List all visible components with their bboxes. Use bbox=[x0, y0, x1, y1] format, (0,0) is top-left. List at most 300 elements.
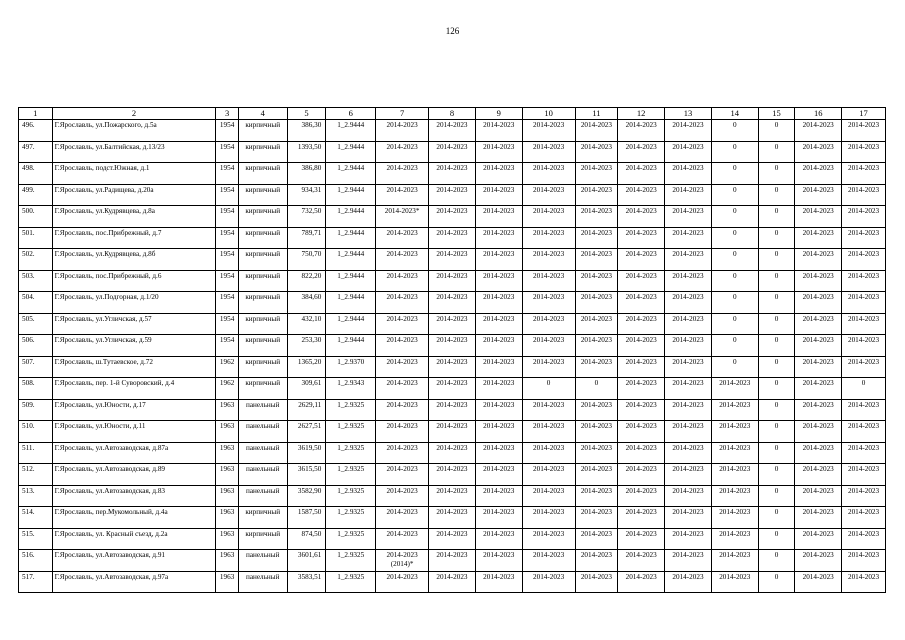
cell-period-8: 2014-2023 bbox=[429, 356, 476, 378]
cell-period-11: 2014-2023 bbox=[575, 184, 618, 206]
cell-period-10: 2014-2023 bbox=[522, 550, 575, 572]
cell-row-number: 500. bbox=[19, 206, 53, 228]
cell-year: 1954 bbox=[216, 335, 238, 357]
cell-period-10: 2014-2023 bbox=[522, 507, 575, 529]
cell-period-9: 2014-2023 bbox=[475, 421, 522, 443]
header-row bbox=[19, 108, 886, 120]
cell-address: Г.Ярославль, ул.Автозаводская, д.83 bbox=[52, 485, 216, 507]
cell-year: 1954 bbox=[216, 227, 238, 249]
cell-year: 1963 bbox=[216, 464, 238, 486]
cell-area: 2627,51 bbox=[287, 421, 326, 443]
cell-row-number: 497. bbox=[19, 141, 53, 163]
cell-row-number: 516. bbox=[19, 550, 53, 572]
cell-address: Г.Ярославль, ул. Красный съезд, д.2а bbox=[52, 528, 216, 550]
cell-period-17: 2014-2023 bbox=[842, 507, 886, 529]
cell-period-7: 2014-2023 (2014)* bbox=[376, 550, 429, 572]
table-row bbox=[19, 141, 886, 163]
cell-period-9: 2014-2023 bbox=[475, 378, 522, 400]
cell-area: 1587,50 bbox=[287, 507, 326, 529]
cell-period-12: 2014-2023 bbox=[618, 206, 665, 228]
cell-period-11: 2014-2023 bbox=[575, 206, 618, 228]
cell-period-14: 0 bbox=[711, 141, 758, 163]
cell-code: 1_2.9325 bbox=[326, 571, 376, 593]
cell-period-8: 2014-2023 bbox=[429, 335, 476, 357]
cell-period-17: 2014-2023 bbox=[842, 292, 886, 314]
cell-period-10: 2014-2023 bbox=[522, 292, 575, 314]
cell-period-8: 2014-2023 bbox=[429, 141, 476, 163]
cell-period-12: 2014-2023 bbox=[618, 442, 665, 464]
cell-period-11: 2014-2023 bbox=[575, 270, 618, 292]
table-row bbox=[19, 378, 886, 400]
table-row bbox=[19, 485, 886, 507]
cell-period-9: 2014-2023 bbox=[475, 571, 522, 593]
cell-code: 1_2.9325 bbox=[326, 528, 376, 550]
cell-area: 386,30 bbox=[287, 120, 326, 142]
cell-year: 1963 bbox=[216, 528, 238, 550]
cell-year: 1954 bbox=[216, 163, 238, 185]
cell-wall-material: кирпичный bbox=[238, 528, 287, 550]
cell-area: 750,70 bbox=[287, 249, 326, 271]
cell-row-number: 505. bbox=[19, 313, 53, 335]
cell-period-16: 2014-2023 bbox=[795, 184, 842, 206]
table-row bbox=[19, 206, 886, 228]
cell-period-12: 2014-2023 bbox=[618, 249, 665, 271]
cell-code: 1_2.9444 bbox=[326, 120, 376, 142]
cell-period-8: 2014-2023 bbox=[429, 571, 476, 593]
cell-period-17: 2014-2023 bbox=[842, 528, 886, 550]
cell-period-17: 0 bbox=[842, 378, 886, 400]
column-header-6: 6 bbox=[326, 108, 376, 120]
table-row bbox=[19, 464, 886, 486]
cell-period-15: 0 bbox=[758, 485, 795, 507]
cell-period-7: 2014-2023 bbox=[376, 120, 429, 142]
cell-area: 253,30 bbox=[287, 335, 326, 357]
cell-wall-material: панельный bbox=[238, 485, 287, 507]
cell-period-7: 2014-2023 bbox=[376, 528, 429, 550]
cell-address: Г.Ярославль, ул.Автозаводская, д.89 bbox=[52, 464, 216, 486]
cell-period-12: 2014-2023 bbox=[618, 313, 665, 335]
cell-area: 3582,90 bbox=[287, 485, 326, 507]
cell-period-15: 0 bbox=[758, 335, 795, 357]
cell-period-14: 2014-2023 bbox=[711, 378, 758, 400]
table-row bbox=[19, 270, 886, 292]
cell-address: Г.Ярославль, пос.Прибрежный, д.6 bbox=[52, 270, 216, 292]
cell-period-10: 2014-2023 bbox=[522, 313, 575, 335]
cell-period-12: 2014-2023 bbox=[618, 163, 665, 185]
column-header-8: 8 bbox=[429, 108, 476, 120]
column-header-15: 15 bbox=[758, 108, 795, 120]
cell-period-9: 2014-2023 bbox=[475, 163, 522, 185]
cell-period-17: 2014-2023 bbox=[842, 335, 886, 357]
cell-period-15: 0 bbox=[758, 141, 795, 163]
cell-period-13: 2014-2023 bbox=[665, 485, 712, 507]
cell-address: Г.Ярославль, ул.Угличская, д.57 bbox=[52, 313, 216, 335]
cell-code: 1_2.9325 bbox=[326, 550, 376, 572]
cell-wall-material: кирпичный bbox=[238, 378, 287, 400]
cell-wall-material: кирпичный bbox=[238, 335, 287, 357]
cell-code: 1_2.9325 bbox=[326, 421, 376, 443]
cell-period-17: 2014-2023 bbox=[842, 141, 886, 163]
table-row bbox=[19, 571, 886, 593]
cell-period-8: 2014-2023 bbox=[429, 378, 476, 400]
cell-period-17: 2014-2023 bbox=[842, 485, 886, 507]
cell-period-8: 2014-2023 bbox=[429, 313, 476, 335]
cell-period-14: 0 bbox=[711, 313, 758, 335]
cell-period-12: 2014-2023 bbox=[618, 464, 665, 486]
cell-period-11: 2014-2023 bbox=[575, 227, 618, 249]
cell-period-15: 0 bbox=[758, 184, 795, 206]
cell-period-15: 0 bbox=[758, 206, 795, 228]
cell-address: Г.Ярославль, ул.Кудрявцева, д.8а bbox=[52, 206, 216, 228]
cell-code: 1_2.9444 bbox=[326, 313, 376, 335]
cell-period-8: 2014-2023 bbox=[429, 206, 476, 228]
cell-period-12: 2014-2023 bbox=[618, 292, 665, 314]
cell-period-13: 2014-2023 bbox=[665, 356, 712, 378]
cell-code: 1_2.9343 bbox=[326, 378, 376, 400]
cell-period-10: 2014-2023 bbox=[522, 227, 575, 249]
cell-period-14: 2014-2023 bbox=[711, 399, 758, 421]
cell-row-number: 504. bbox=[19, 292, 53, 314]
cell-period-8: 2014-2023 bbox=[429, 184, 476, 206]
cell-year: 1954 bbox=[216, 270, 238, 292]
cell-period-9: 2014-2023 bbox=[475, 507, 522, 529]
cell-year: 1954 bbox=[216, 184, 238, 206]
cell-period-16: 2014-2023 bbox=[795, 141, 842, 163]
cell-address: Г.Ярославль, ул.Автозаводская, д.97а bbox=[52, 571, 216, 593]
cell-period-8: 2014-2023 bbox=[429, 270, 476, 292]
cell-period-10: 2014-2023 bbox=[522, 571, 575, 593]
cell-period-13: 2014-2023 bbox=[665, 442, 712, 464]
cell-period-8: 2014-2023 bbox=[429, 292, 476, 314]
cell-period-7: 2014-2023 bbox=[376, 292, 429, 314]
cell-code: 1_2.9444 bbox=[326, 292, 376, 314]
cell-address: Г.Ярославль, ул.Автозаводская, д.87а bbox=[52, 442, 216, 464]
cell-period-12: 2014-2023 bbox=[618, 485, 665, 507]
cell-period-12: 2014-2023 bbox=[618, 270, 665, 292]
cell-period-9: 2014-2023 bbox=[475, 442, 522, 464]
cell-wall-material: панельный bbox=[238, 464, 287, 486]
cell-area: 1393,50 bbox=[287, 141, 326, 163]
cell-period-10: 2014-2023 bbox=[522, 485, 575, 507]
cell-area: 386,80 bbox=[287, 163, 326, 185]
page-number: 126 bbox=[445, 26, 460, 36]
cell-area: 309,61 bbox=[287, 378, 326, 400]
cell-code: 1_2.9325 bbox=[326, 464, 376, 486]
cell-period-11: 2014-2023 bbox=[575, 464, 618, 486]
cell-period-14: 2014-2023 bbox=[711, 485, 758, 507]
cell-period-15: 0 bbox=[758, 163, 795, 185]
cell-period-9: 2014-2023 bbox=[475, 292, 522, 314]
cell-period-13: 2014-2023 bbox=[665, 571, 712, 593]
cell-period-17: 2014-2023 bbox=[842, 163, 886, 185]
cell-row-number: 501. bbox=[19, 227, 53, 249]
cell-period-11: 2014-2023 bbox=[575, 313, 618, 335]
cell-period-13: 2014-2023 bbox=[665, 399, 712, 421]
cell-period-13: 2014-2023 bbox=[665, 120, 712, 142]
cell-wall-material: панельный bbox=[238, 399, 287, 421]
cell-address: Г.Ярославль, пер. 1-й Суворовский, д.4 bbox=[52, 378, 216, 400]
cell-address: Г.Ярославль, подст.Южная, д.1 bbox=[52, 163, 216, 185]
cell-period-7: 2014-2023 bbox=[376, 141, 429, 163]
cell-period-13: 2014-2023 bbox=[665, 313, 712, 335]
cell-period-11: 2014-2023 bbox=[575, 571, 618, 593]
cell-period-11: 2014-2023 bbox=[575, 528, 618, 550]
table-row bbox=[19, 528, 886, 550]
cell-wall-material: панельный bbox=[238, 442, 287, 464]
cell-period-8: 2014-2023 bbox=[429, 464, 476, 486]
cell-period-14: 0 bbox=[711, 335, 758, 357]
cell-period-15: 0 bbox=[758, 120, 795, 142]
cell-area: 2629,11 bbox=[287, 399, 326, 421]
cell-period-15: 0 bbox=[758, 227, 795, 249]
cell-address: Г.Ярославль, ул.Пожарского, д.5а bbox=[52, 120, 216, 142]
cell-period-7: 2014-2023 bbox=[376, 313, 429, 335]
cell-row-number: 507. bbox=[19, 356, 53, 378]
cell-year: 1962 bbox=[216, 356, 238, 378]
cell-row-number: 510. bbox=[19, 421, 53, 443]
cell-period-17: 2014-2023 bbox=[842, 421, 886, 443]
cell-period-15: 0 bbox=[758, 292, 795, 314]
cell-wall-material: кирпичный bbox=[238, 507, 287, 529]
cell-period-13: 2014-2023 bbox=[665, 206, 712, 228]
cell-period-13: 2014-2023 bbox=[665, 528, 712, 550]
cell-period-15: 0 bbox=[758, 270, 795, 292]
cell-period-8: 2014-2023 bbox=[429, 227, 476, 249]
column-header-3: 3 bbox=[216, 108, 238, 120]
cell-period-11: 2014-2023 bbox=[575, 141, 618, 163]
cell-period-10: 2014-2023 bbox=[522, 442, 575, 464]
column-header-1: 1 bbox=[19, 108, 53, 120]
cell-area: 3601,61 bbox=[287, 550, 326, 572]
cell-period-13: 2014-2023 bbox=[665, 550, 712, 572]
table-row bbox=[19, 550, 886, 572]
cell-period-7: 2014-2023 bbox=[376, 421, 429, 443]
cell-period-11: 2014-2023 bbox=[575, 442, 618, 464]
column-header-9: 9 bbox=[475, 108, 522, 120]
cell-period-9: 2014-2023 bbox=[475, 249, 522, 271]
cell-period-14: 0 bbox=[711, 163, 758, 185]
cell-period-11: 2014-2023 bbox=[575, 356, 618, 378]
cell-period-14: 2014-2023 bbox=[711, 550, 758, 572]
table-row bbox=[19, 227, 886, 249]
cell-period-13: 2014-2023 bbox=[665, 249, 712, 271]
cell-period-15: 0 bbox=[758, 550, 795, 572]
cell-period-16: 2014-2023 bbox=[795, 292, 842, 314]
cell-period-12: 2014-2023 bbox=[618, 227, 665, 249]
cell-area: 732,50 bbox=[287, 206, 326, 228]
cell-period-12: 2014-2023 bbox=[618, 184, 665, 206]
cell-area: 934,31 bbox=[287, 184, 326, 206]
cell-period-15: 0 bbox=[758, 528, 795, 550]
cell-period-13: 2014-2023 bbox=[665, 141, 712, 163]
cell-year: 1963 bbox=[216, 399, 238, 421]
cell-period-17: 2014-2023 bbox=[842, 550, 886, 572]
cell-period-10: 2014-2023 bbox=[522, 120, 575, 142]
cell-period-11: 0 bbox=[575, 378, 618, 400]
cell-row-number: 499. bbox=[19, 184, 53, 206]
cell-period-11: 2014-2023 bbox=[575, 399, 618, 421]
cell-period-15: 0 bbox=[758, 464, 795, 486]
cell-period-11: 2014-2023 bbox=[575, 335, 618, 357]
cell-code: 1_2.9325 bbox=[326, 507, 376, 529]
cell-period-7: 2014-2023 bbox=[376, 184, 429, 206]
cell-period-11: 2014-2023 bbox=[575, 507, 618, 529]
cell-period-7: 2014-2023 bbox=[376, 356, 429, 378]
cell-period-10: 2014-2023 bbox=[522, 184, 575, 206]
cell-period-10: 2014-2023 bbox=[522, 421, 575, 443]
cell-period-7: 2014-2023 bbox=[376, 227, 429, 249]
cell-row-number: 498. bbox=[19, 163, 53, 185]
cell-row-number: 515. bbox=[19, 528, 53, 550]
cell-period-13: 2014-2023 bbox=[665, 184, 712, 206]
table-row bbox=[19, 442, 886, 464]
cell-period-7: 2014-2023 bbox=[376, 399, 429, 421]
cell-period-17: 2014-2023 bbox=[842, 270, 886, 292]
cell-period-14: 2014-2023 bbox=[711, 421, 758, 443]
cell-period-17: 2014-2023 bbox=[842, 313, 886, 335]
cell-period-8: 2014-2023 bbox=[429, 421, 476, 443]
column-header-13: 13 bbox=[665, 108, 712, 120]
cell-period-14: 2014-2023 bbox=[711, 464, 758, 486]
cell-year: 1954 bbox=[216, 120, 238, 142]
cell-period-12: 2014-2023 bbox=[618, 356, 665, 378]
cell-area: 3583,51 bbox=[287, 571, 326, 593]
cell-period-16: 2014-2023 bbox=[795, 464, 842, 486]
cell-period-15: 0 bbox=[758, 356, 795, 378]
cell-period-14: 2014-2023 bbox=[711, 442, 758, 464]
cell-code: 1_2.9444 bbox=[326, 184, 376, 206]
cell-wall-material: кирпичный bbox=[238, 313, 287, 335]
cell-period-14: 2014-2023 bbox=[711, 571, 758, 593]
cell-wall-material: кирпичный bbox=[238, 292, 287, 314]
cell-area: 3615,50 bbox=[287, 464, 326, 486]
cell-area: 1365,20 bbox=[287, 356, 326, 378]
cell-period-10: 2014-2023 bbox=[522, 270, 575, 292]
cell-address: Г.Ярославль, ул.Кудрявцева, д.8б bbox=[52, 249, 216, 271]
cell-code: 1_2.9444 bbox=[326, 206, 376, 228]
cell-period-15: 0 bbox=[758, 313, 795, 335]
cell-period-9: 2014-2023 bbox=[475, 399, 522, 421]
cell-period-9: 2014-2023 bbox=[475, 550, 522, 572]
cell-period-8: 2014-2023 bbox=[429, 399, 476, 421]
cell-area: 874,50 bbox=[287, 528, 326, 550]
cell-period-14: 0 bbox=[711, 270, 758, 292]
cell-period-14: 0 bbox=[711, 120, 758, 142]
cell-code: 1_2.9325 bbox=[326, 399, 376, 421]
cell-period-13: 2014-2023 bbox=[665, 378, 712, 400]
cell-period-12: 2014-2023 bbox=[618, 120, 665, 142]
cell-row-number: 512. bbox=[19, 464, 53, 486]
cell-wall-material: панельный bbox=[238, 550, 287, 572]
cell-year: 1963 bbox=[216, 442, 238, 464]
cell-period-12: 2014-2023 bbox=[618, 507, 665, 529]
table-body bbox=[19, 120, 886, 593]
cell-period-15: 0 bbox=[758, 571, 795, 593]
cell-wall-material: кирпичный bbox=[238, 356, 287, 378]
cell-period-14: 0 bbox=[711, 249, 758, 271]
cell-period-10: 0 bbox=[522, 378, 575, 400]
table-row bbox=[19, 120, 886, 142]
cell-area: 432,10 bbox=[287, 313, 326, 335]
cell-year: 1963 bbox=[216, 507, 238, 529]
cell-wall-material: кирпичный bbox=[238, 270, 287, 292]
column-header-10: 10 bbox=[522, 108, 575, 120]
cell-code: 1_2.9444 bbox=[326, 227, 376, 249]
cell-period-14: 0 bbox=[711, 292, 758, 314]
cell-code: 1_2.9444 bbox=[326, 270, 376, 292]
cell-period-9: 2014-2023 bbox=[475, 464, 522, 486]
cell-address: Г.Ярославль, ул.Автозаводская, д.91 bbox=[52, 550, 216, 572]
cell-wall-material: панельный bbox=[238, 421, 287, 443]
cell-period-16: 2014-2023 bbox=[795, 313, 842, 335]
cell-period-8: 2014-2023 bbox=[429, 507, 476, 529]
cell-period-7: 2014-2023 bbox=[376, 442, 429, 464]
cell-code: 1_2.9325 bbox=[326, 485, 376, 507]
cell-period-14: 0 bbox=[711, 356, 758, 378]
table-row bbox=[19, 163, 886, 185]
cell-period-12: 2014-2023 bbox=[618, 378, 665, 400]
cell-period-10: 2014-2023 bbox=[522, 399, 575, 421]
cell-code: 1_2.9444 bbox=[326, 335, 376, 357]
table-row bbox=[19, 356, 886, 378]
column-header-16: 16 bbox=[795, 108, 842, 120]
cell-address: Г.Ярославль, пос.Прибрежный, д.7 bbox=[52, 227, 216, 249]
cell-period-13: 2014-2023 bbox=[665, 227, 712, 249]
cell-period-17: 2014-2023 bbox=[842, 206, 886, 228]
cell-period-7: 2014-2023 bbox=[376, 464, 429, 486]
cell-period-15: 0 bbox=[758, 399, 795, 421]
cell-period-16: 2014-2023 bbox=[795, 421, 842, 443]
cell-period-8: 2014-2023 bbox=[429, 528, 476, 550]
cell-year: 1954 bbox=[216, 206, 238, 228]
table-row bbox=[19, 507, 886, 529]
cell-address: Г.Ярославль, ул.Юности, д.11 bbox=[52, 421, 216, 443]
cell-period-13: 2014-2023 bbox=[665, 292, 712, 314]
cell-period-14: 0 bbox=[711, 184, 758, 206]
cell-address: Г.Ярославль, ул.Юности, д.17 bbox=[52, 399, 216, 421]
cell-year: 1962 bbox=[216, 378, 238, 400]
cell-period-16: 2014-2023 bbox=[795, 163, 842, 185]
cell-period-13: 2014-2023 bbox=[665, 270, 712, 292]
cell-period-9: 2014-2023 bbox=[475, 356, 522, 378]
cell-wall-material: кирпичный bbox=[238, 249, 287, 271]
cell-area: 384,60 bbox=[287, 292, 326, 314]
cell-year: 1954 bbox=[216, 249, 238, 271]
cell-period-11: 2014-2023 bbox=[575, 249, 618, 271]
column-header-17: 17 bbox=[842, 108, 886, 120]
cell-period-7: 2014-2023 bbox=[376, 335, 429, 357]
cell-row-number: 508. bbox=[19, 378, 53, 400]
cell-period-9: 2014-2023 bbox=[475, 528, 522, 550]
cell-year: 1954 bbox=[216, 141, 238, 163]
cell-period-16: 2014-2023 bbox=[795, 335, 842, 357]
cell-wall-material: кирпичный bbox=[238, 141, 287, 163]
cell-period-8: 2014-2023 bbox=[429, 163, 476, 185]
cell-row-number: 503. bbox=[19, 270, 53, 292]
cell-period-13: 2014-2023 bbox=[665, 464, 712, 486]
cell-period-10: 2014-2023 bbox=[522, 141, 575, 163]
cell-period-9: 2014-2023 bbox=[475, 120, 522, 142]
cell-code: 1_2.9444 bbox=[326, 163, 376, 185]
cell-period-12: 2014-2023 bbox=[618, 550, 665, 572]
cell-period-12: 2014-2023 bbox=[618, 528, 665, 550]
cell-area: 789,71 bbox=[287, 227, 326, 249]
cell-period-16: 2014-2023 bbox=[795, 399, 842, 421]
cell-period-16: 2014-2023 bbox=[795, 507, 842, 529]
cell-area: 822,20 bbox=[287, 270, 326, 292]
table-row bbox=[19, 421, 886, 443]
cell-period-12: 2014-2023 bbox=[618, 571, 665, 593]
